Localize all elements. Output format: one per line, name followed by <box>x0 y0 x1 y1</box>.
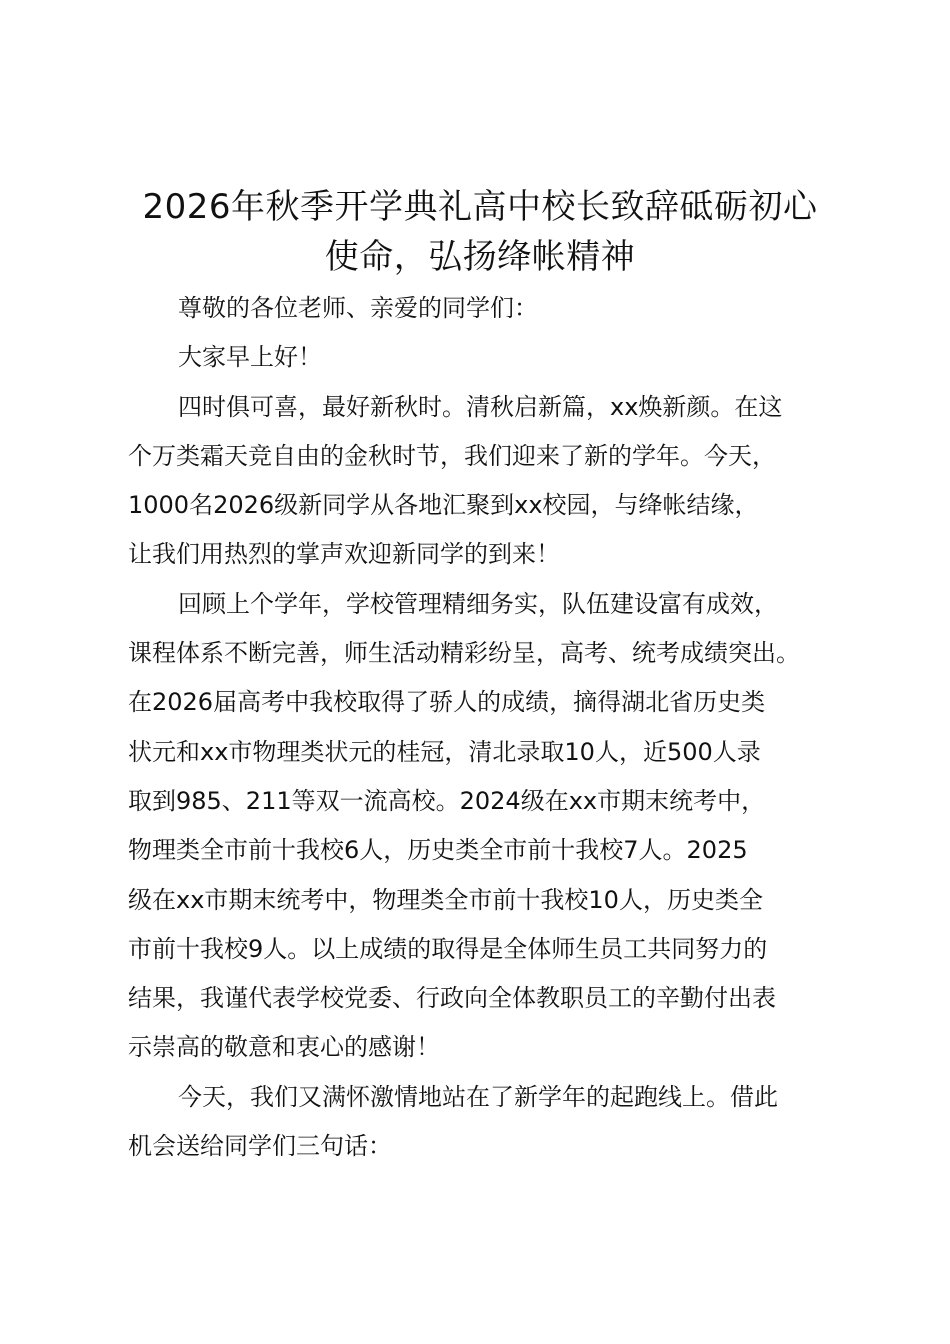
greeting-paragraph <box>128 333 848 382</box>
review-paragraph <box>128 580 848 1073</box>
closing-paragraph <box>128 1073 848 1172</box>
text-line: 1000名2026级新同学从各地汇聚到xx校园，与绛帐结缘， <box>128 491 759 520</box>
title-line: 使命，弘扬绛帐精神 <box>324 237 636 277</box>
text-line: 物理类全市前十我校6人，历史类全市前十我校7人。2025 <box>128 836 748 865</box>
text-line: 状元和xx市物理类状元的桂冠，清北录取10人，近500人录 <box>128 737 761 766</box>
text-line: 个万类霜天竞自由的金秋时节，我们迎来了新的学年。今天， <box>128 441 776 470</box>
salutation-paragraph <box>128 284 848 333</box>
text-line: 回顾上个学年，学校管理精细务实，队伍建设富有成效， <box>178 589 778 618</box>
text-line: 机会送给同学们三句话： <box>128 1132 392 1161</box>
document-title <box>120 182 840 282</box>
text-line: 大家早上好！ <box>178 343 322 372</box>
text-line: 尊敬的各位老师、亲爱的同学们： <box>178 294 538 322</box>
document-body <box>128 284 848 1171</box>
text-line: 今天，我们又满怀激情地站在了新学年的起跑线上。借此 <box>178 1082 778 1111</box>
text-line: 市前十我校9人。以上成绩的取得是全体师生员工共同努力的 <box>128 934 768 963</box>
opening-paragraph <box>128 383 848 580</box>
text-line: 结果，我谨代表学校党委、行政向全体教职员工的辛勤付出表 <box>128 984 776 1013</box>
text-line: 取到985、211等双一流高校。2024级在xx市期末统考中， <box>128 786 766 815</box>
text-line: 四时俱可喜，最好新秋时。清秋启新篇，xx焕新颜。在这 <box>178 392 783 421</box>
title-line: 2026年秋季开学典礼高中校长致辞砥砺初心 <box>142 187 818 227</box>
text-line: 让我们用热烈的掌声欢迎新同学的到来！ <box>128 540 560 569</box>
text-line: 级在xx市期末统考中，物理类全市前十我校10人，历史类全 <box>128 885 763 914</box>
text-line: 课程体系不断完善，师生活动精彩纷呈，高考、统考成绩突出。 <box>128 639 800 668</box>
text-line: 在2026届高考中我校取得了骄人的成绩，摘得湖北省历史类 <box>128 688 766 717</box>
text-line: 示崇高的敬意和衷心的感谢！ <box>128 1033 440 1062</box>
